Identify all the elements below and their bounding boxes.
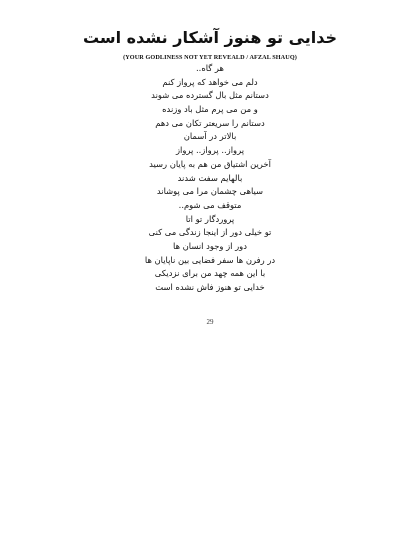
poem-body <box>0 62 420 295</box>
poem-line: تو خیلی دور از اینجا زندگی می کنی <box>148 227 272 238</box>
poem-line: متوقف می شوم.. <box>178 199 242 210</box>
poem-line: بالهایم سفت شدند <box>177 172 243 183</box>
poem-line: دستانم را سریعتر تکان می دهم <box>155 117 265 128</box>
poem-subtitle: (YOUR GODLINESS NOT YET REVEALD / AFZAL SHAUQ) <box>123 54 297 61</box>
poem-line: هر گاه.. <box>196 63 224 73</box>
poem-line: بالاتر در آسمان <box>183 131 237 142</box>
poem-line: و من می پرم مثل باد وزنده <box>162 104 258 115</box>
poem-line: دلم می خواهد که پرواز کنم <box>162 76 258 87</box>
poem-line: در رفرن ها سفر فضایی بین ناپایان ها <box>144 254 276 265</box>
poem-line: سیاهی چشمان مرا می پوشاند <box>156 186 264 197</box>
poem-line: پروردگار تو اتا <box>185 213 235 224</box>
poem-line: دستانم مثل بال گسترده می شوند <box>151 90 269 101</box>
poem-line: با این همه چهد من برای نزدیکی <box>154 268 266 279</box>
page-number: 29 <box>206 318 214 326</box>
poem-title: خدایی تو هنوز آشکار نشده است <box>82 28 338 47</box>
poem-line: آخرین اشتیاق من هم به پایان رسید <box>149 158 271 169</box>
poem-line: دور از وجود انسان ها <box>173 240 247 251</box>
poem-line: خدایی تو هنوز فاش نشده است <box>155 282 265 292</box>
poem-line: پرواز.. پرواز.. پرواز <box>175 145 245 156</box>
